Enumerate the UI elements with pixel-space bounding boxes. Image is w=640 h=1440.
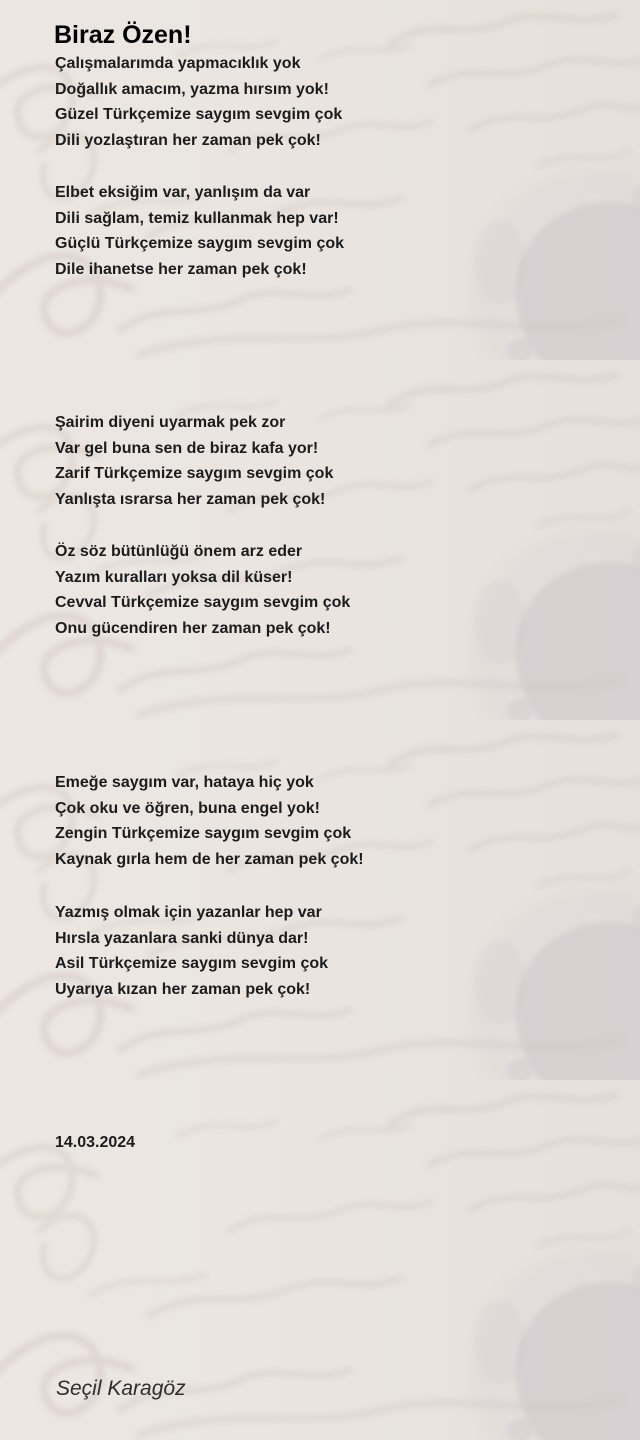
poem-author: Seçil Karagöz — [56, 1377, 186, 1400]
poem-line: Cevval Türkçemize saygım sevgim çok — [55, 594, 351, 612]
poem-line: Dili yozlaştıran her zaman pek çok! — [55, 132, 321, 150]
poem-line: Zengin Türkçemize saygım sevgim çok — [55, 825, 352, 843]
poem-line: Yazmış olmak için yazanlar hep var — [55, 904, 322, 921]
poem-line: Yanlışta ısrarsa her zaman pek çok! — [55, 491, 326, 509]
poem-title: Biraz Özen! — [54, 21, 192, 49]
poem-line: Dile ihanetse her zaman pek çok! — [55, 261, 307, 279]
stanza-4 — [55, 539, 350, 642]
poem-line: Güçlü Türkçemize saygım sevgim çok — [55, 235, 345, 253]
poem-line: Çalışmalarımda yapmacıklık yok — [55, 55, 301, 72]
poem-line: Var gel buna sen de biraz kafa yor! — [55, 439, 319, 457]
poem-line: Doğallık amacım, yazma hırsım yok! — [55, 80, 329, 98]
poem-line: Yazım kuralları yoksa dil küser! — [55, 568, 293, 586]
poem-line: Emeğe saygım var, hataya hiç yok — [55, 774, 314, 791]
stanza-3 — [55, 410, 333, 513]
poem-line: Zarif Türkçemize saygım sevgim çok — [55, 465, 334, 483]
poem-line: Asil Türkçemize saygım sevgim çok — [55, 955, 329, 973]
poem-date: 14.03.2024 — [55, 1134, 136, 1151]
poem-line: Elbet eksiğim var, yanlışım da var — [55, 184, 311, 201]
poem-line: Güzel Türkçemize saygım sevgim çok — [55, 106, 343, 124]
stanza-5 — [55, 770, 364, 873]
stanza-1 — [55, 51, 342, 154]
poem-line: Onu gücendiren her zaman pek çok! — [55, 620, 331, 638]
stanza-2 — [55, 180, 344, 283]
poem-line: Çok oku ve öğren, buna engel yok! — [55, 799, 320, 817]
poem-line: Uyarıya kızan her zaman pek çok! — [55, 981, 311, 999]
poem-line: Şairim diyeni uyarmak pek zor — [55, 414, 286, 431]
poem-line: Dili sağlam, temiz kullanmak hep var! — [55, 209, 339, 227]
stanza-6 — [55, 900, 328, 1003]
poem-line: Hırsla yazanlara sanki dünya dar! — [55, 929, 309, 947]
poem-line: Kaynak gırla hem de her zaman pek çok! — [55, 851, 364, 869]
poem-line: Öz söz bütünlüğü önem arz eder — [55, 543, 303, 560]
